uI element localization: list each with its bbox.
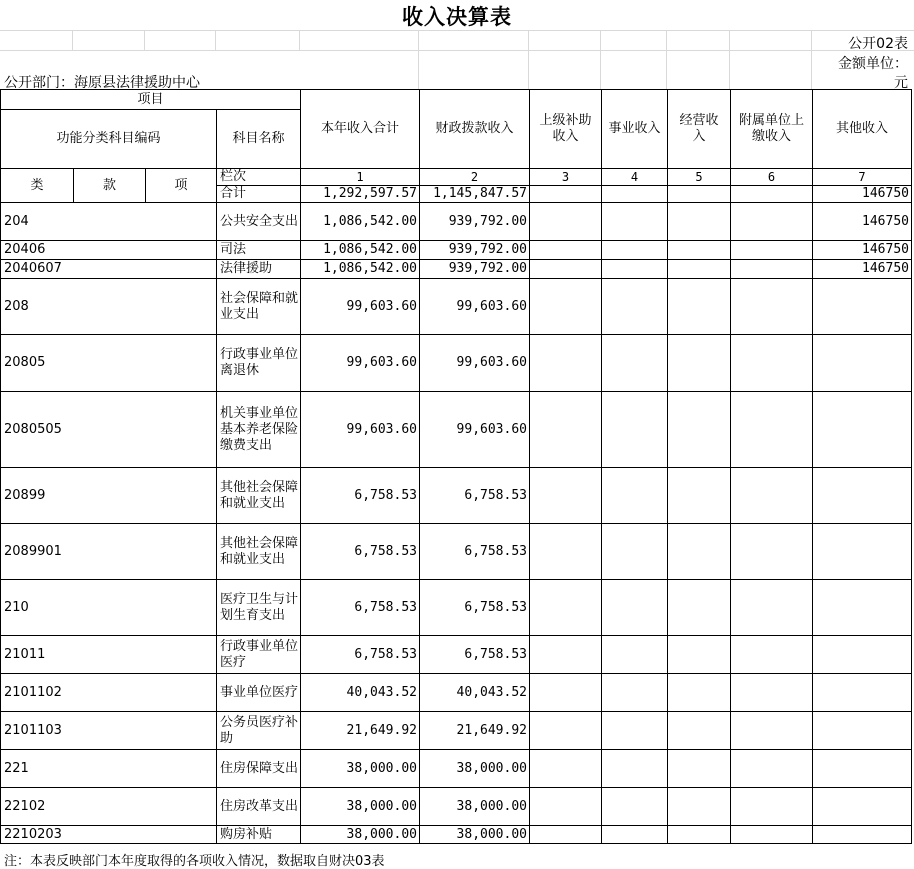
table-row: [1, 712, 912, 750]
grid-cell: [216, 30, 300, 50]
empty-cell: [668, 788, 731, 826]
empty-cell: [602, 335, 668, 392]
empty-cell: [530, 279, 602, 335]
row-total: 38,000.00: [301, 826, 420, 844]
empty-cell: [530, 674, 602, 712]
header-subject-name: 科目名称: [217, 110, 301, 169]
row-code: 22102: [1, 788, 217, 826]
row-fiscal: 99,603.60: [420, 392, 530, 468]
col-index-4: 4: [602, 169, 668, 186]
row-subject-name: 医疗卫生与计划生育支出: [217, 580, 301, 636]
table-row: [1, 392, 912, 468]
header-fiscal: 财政拨款收入: [420, 90, 530, 169]
empty-cell: [602, 750, 668, 788]
empty-cell: [602, 826, 668, 844]
row-total: 99,603.60: [301, 392, 420, 468]
grid-cell: [419, 50, 529, 90]
row-total: 6,758.53: [301, 524, 420, 580]
col-index-3: 3: [530, 169, 602, 186]
row-code: 204: [1, 203, 217, 241]
table-row: [1, 580, 912, 636]
row-subject-name: 法律援助: [217, 260, 301, 279]
header-other: 其他收入: [813, 90, 912, 169]
row-fiscal: 99,603.60: [420, 335, 530, 392]
empty-cell: [530, 788, 602, 826]
totals-other: 146750: [813, 186, 912, 203]
header-kuan: 款: [74, 169, 146, 203]
row-other: [813, 636, 912, 674]
row-subject-name: 事业单位医疗: [217, 674, 301, 712]
row-other: [813, 712, 912, 750]
empty-cell: [668, 279, 731, 335]
row-subject-name: 社会保障和就业支出: [217, 279, 301, 335]
col-index-5: 5: [668, 169, 731, 186]
row-total: 1,086,542.00: [301, 241, 420, 260]
empty-cell: [731, 203, 813, 241]
row-other: [813, 788, 912, 826]
grid-cell: [300, 30, 419, 50]
empty-cell: [668, 826, 731, 844]
income-table: [0, 89, 912, 844]
empty-cell: [530, 636, 602, 674]
grid-cell: [529, 50, 601, 90]
header-func-code: 功能分类科目编码: [1, 110, 217, 169]
row-other: 146750: [813, 241, 912, 260]
empty-cell: [530, 712, 602, 750]
row-other: [813, 750, 912, 788]
totals-fiscal: 1,145,847.57: [420, 186, 530, 203]
empty-cell: [530, 468, 602, 524]
grid-cell: [73, 30, 145, 50]
empty-cell: [602, 524, 668, 580]
row-total: 6,758.53: [301, 636, 420, 674]
row-fiscal: 6,758.53: [420, 524, 530, 580]
table-row: [1, 260, 912, 279]
header-affiliated: 附属单位上缴收入: [731, 90, 813, 169]
empty-cell: [602, 186, 668, 203]
header-lei: 类: [1, 169, 74, 203]
row-other: [813, 279, 912, 335]
grid-cell: [667, 30, 730, 50]
empty-cell: [530, 186, 602, 203]
grid-cell: [0, 30, 73, 50]
table-row: [1, 524, 912, 580]
row-subject-name: 行政事业单位医疗: [217, 636, 301, 674]
row-total: 6,758.53: [301, 468, 420, 524]
header-xiang: 项: [146, 169, 217, 203]
empty-cell: [602, 636, 668, 674]
grid-cell: [601, 30, 667, 50]
header-operating: 经营收入: [668, 90, 731, 169]
unit-value: 元: [894, 75, 908, 91]
col-index-2: 2: [420, 169, 530, 186]
grid-cell: [730, 30, 812, 50]
row-total: 38,000.00: [301, 788, 420, 826]
row-total: 38,000.00: [301, 750, 420, 788]
empty-cell: [668, 186, 731, 203]
row-total: 6,758.53: [301, 580, 420, 636]
empty-cell: [602, 241, 668, 260]
empty-cell: [731, 260, 813, 279]
empty-cell: [530, 826, 602, 844]
row-subject-name: 司法: [217, 241, 301, 260]
row-fiscal: 939,792.00: [420, 203, 530, 241]
row-subject-name: 住房保障支出: [217, 750, 301, 788]
row-other: [813, 468, 912, 524]
empty-cell: [668, 524, 731, 580]
empty-cell: [731, 788, 813, 826]
row-other: 146750: [813, 203, 912, 241]
row-code: 2101103: [1, 712, 217, 750]
empty-cell: [602, 392, 668, 468]
empty-cell: [530, 241, 602, 260]
row-code: 210: [1, 580, 217, 636]
col-index-1: 1: [301, 169, 420, 186]
row-subject-name: 行政事业单位离退休: [217, 335, 301, 392]
table-row: [1, 468, 912, 524]
department-label: 公开部门：海原县法律援助中心: [4, 75, 200, 91]
row-subject-name: 购房补贴: [217, 826, 301, 844]
empty-cell: [530, 750, 602, 788]
grid-cell: [145, 30, 216, 50]
row-code: 2089901: [1, 524, 217, 580]
header-total: 本年收入合计: [301, 90, 420, 169]
col-index-7: 7: [813, 169, 912, 186]
grid-cell: [601, 50, 667, 90]
header-row: [1, 169, 912, 186]
row-fiscal: 21,649.92: [420, 712, 530, 750]
row-code: 2040607: [1, 260, 217, 279]
grid-cell: [300, 50, 419, 90]
empty-cell: [530, 580, 602, 636]
row-total: 21,649.92: [301, 712, 420, 750]
grid-cell: [419, 30, 529, 50]
empty-cell: [731, 241, 813, 260]
empty-cell: [602, 712, 668, 750]
heji-label: 合计: [217, 186, 301, 203]
row-fiscal: 6,758.53: [420, 468, 530, 524]
empty-cell: [668, 335, 731, 392]
row-other: 146750: [813, 260, 912, 279]
table-row: [1, 636, 912, 674]
row-fiscal: 6,758.53: [420, 636, 530, 674]
row-subject-name: 公务员医疗补助: [217, 712, 301, 750]
empty-cell: [731, 712, 813, 750]
row-code: 2210203: [1, 826, 217, 844]
row-fiscal: 6,758.53: [420, 580, 530, 636]
empty-cell: [602, 279, 668, 335]
row-code: 2080505: [1, 392, 217, 468]
row-subject-name: 公共安全支出: [217, 203, 301, 241]
row-code: 208: [1, 279, 217, 335]
row-fiscal: 939,792.00: [420, 260, 530, 279]
page-title: 收入决算表: [402, 5, 512, 29]
table-row: [1, 826, 912, 844]
empty-cell: [602, 260, 668, 279]
row-code: 20899: [1, 468, 217, 524]
table-row: [1, 788, 912, 826]
empty-cell: [731, 279, 813, 335]
row-fiscal: 38,000.00: [420, 750, 530, 788]
row-fiscal: 40,043.52: [420, 674, 530, 712]
header-row: [1, 90, 912, 110]
empty-cell: [731, 335, 813, 392]
row-other: [813, 674, 912, 712]
table-row: [1, 674, 912, 712]
row-total: 1,086,542.00: [301, 260, 420, 279]
table-row: [1, 335, 912, 392]
empty-cell: [731, 468, 813, 524]
grid-cell: [667, 50, 730, 90]
grid-cell: [730, 50, 812, 90]
empty-cell: [668, 392, 731, 468]
grid-cell: [529, 30, 601, 50]
empty-cell: [602, 203, 668, 241]
totals-total: 1,292,597.57: [301, 186, 420, 203]
empty-cell: [530, 203, 602, 241]
header-business: 事业收入: [602, 90, 668, 169]
empty-cell: [530, 260, 602, 279]
empty-cell: [731, 636, 813, 674]
empty-cell: [668, 750, 731, 788]
empty-cell: [530, 524, 602, 580]
empty-cell: [668, 674, 731, 712]
row-code: 20406: [1, 241, 217, 260]
row-other: [813, 580, 912, 636]
empty-cell: [668, 260, 731, 279]
row-code: 221: [1, 750, 217, 788]
empty-cell: [530, 392, 602, 468]
row-total: 40,043.52: [301, 674, 420, 712]
empty-cell: [602, 674, 668, 712]
header-lanci: 栏次: [217, 169, 301, 186]
empty-cell: [731, 580, 813, 636]
col-index-6: 6: [731, 169, 813, 186]
row-code: 2101102: [1, 674, 217, 712]
header-project: 项目: [1, 90, 301, 110]
row-other: [813, 524, 912, 580]
empty-cell: [668, 468, 731, 524]
empty-cell: [668, 203, 731, 241]
empty-cell: [668, 580, 731, 636]
row-subject-name: 住房改革支出: [217, 788, 301, 826]
empty-cell: [602, 468, 668, 524]
table-row: [1, 203, 912, 241]
row-total: 99,603.60: [301, 279, 420, 335]
empty-cell: [731, 826, 813, 844]
empty-cell: [530, 335, 602, 392]
row-code: 20805: [1, 335, 217, 392]
empty-cell: [668, 636, 731, 674]
table-row: [1, 750, 912, 788]
row-subject-name: 其他社会保障和就业支出: [217, 524, 301, 580]
empty-cell: [731, 674, 813, 712]
row-fiscal: 939,792.00: [420, 241, 530, 260]
row-total: 99,603.60: [301, 335, 420, 392]
empty-cell: [602, 580, 668, 636]
row-fiscal: 38,000.00: [420, 826, 530, 844]
empty-cell: [668, 241, 731, 260]
row-fiscal: 99,603.60: [420, 279, 530, 335]
empty-cell: [602, 788, 668, 826]
row-subject-name: 机关事业单位基本养老保险缴费支出: [217, 392, 301, 468]
row-other: [813, 335, 912, 392]
unit-label: 金额单位：: [838, 56, 908, 72]
table-row: [1, 279, 912, 335]
table-row: [1, 241, 912, 260]
empty-cell: [731, 392, 813, 468]
footnote: 注：本表反映部门本年度取得的各项收入情况，数据取自财决03表: [4, 854, 385, 869]
empty-cell: [668, 712, 731, 750]
header-superior: 上级补助收入: [530, 90, 602, 169]
row-code: 21011: [1, 636, 217, 674]
row-other: [813, 392, 912, 468]
empty-cell: [731, 750, 813, 788]
row-total: 1,086,542.00: [301, 203, 420, 241]
empty-cell: [731, 186, 813, 203]
row-other: [813, 826, 912, 844]
row-subject-name: 其他社会保障和就业支出: [217, 468, 301, 524]
row-fiscal: 38,000.00: [420, 788, 530, 826]
form-number: 公开02表: [848, 36, 908, 52]
empty-cell: [731, 524, 813, 580]
